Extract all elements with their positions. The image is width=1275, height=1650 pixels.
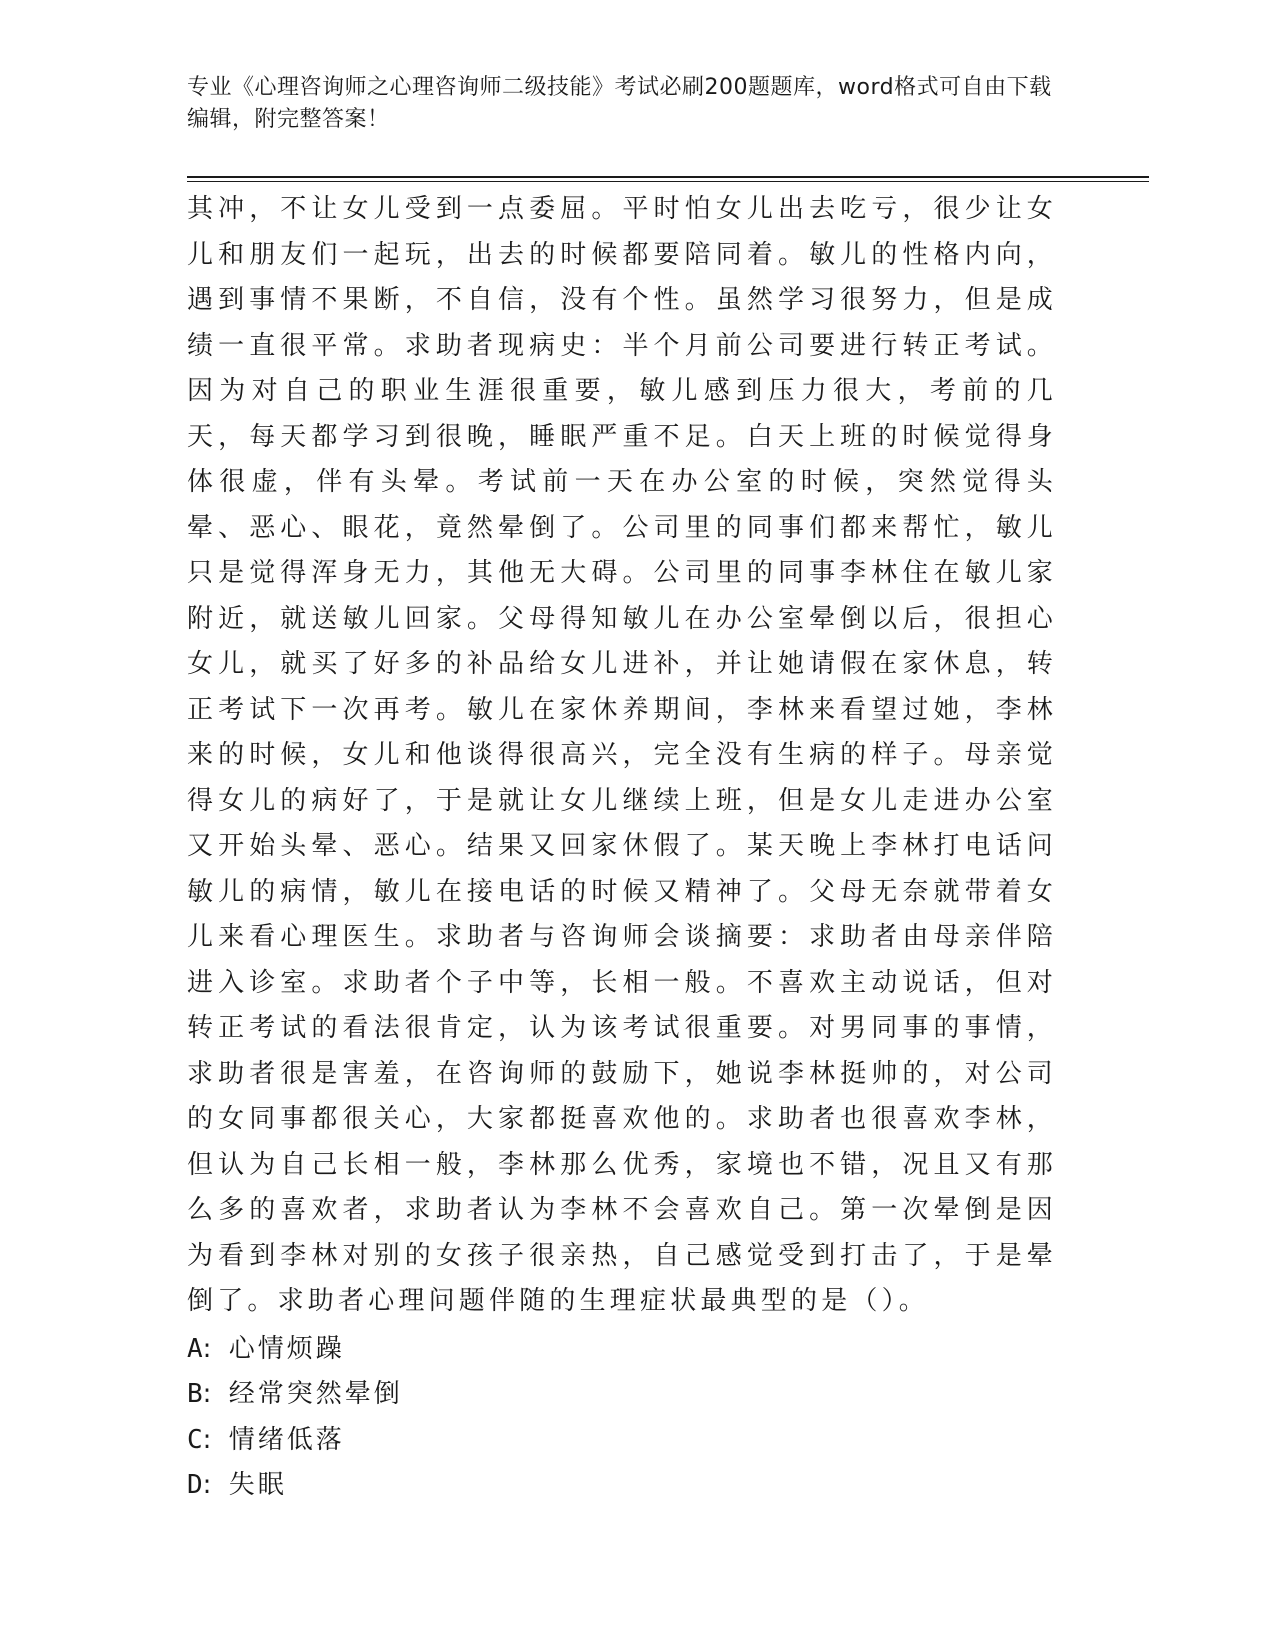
option-key: C	[187, 1424, 203, 1455]
option-b	[187, 1372, 1057, 1418]
header-text: 专业《心理咨询师之心理咨询师二级技能》考试必刷200题题库，word格式可自由下载编辑，附完整答案！	[187, 75, 1052, 132]
option-text: 心情烦躁	[228, 1333, 345, 1364]
option-key: B	[187, 1379, 203, 1409]
option-key: A	[187, 1333, 203, 1364]
option-separator: :	[202, 1470, 212, 1500]
option-separator: :	[202, 1379, 212, 1409]
option-separator: :	[202, 1424, 212, 1455]
page-header	[187, 72, 1067, 136]
option-text: 失眠	[228, 1470, 287, 1500]
header-divider-thick	[187, 176, 1149, 178]
option-key: D	[187, 1470, 203, 1500]
answer-options	[187, 1327, 1057, 1509]
header-divider-thin	[187, 181, 1149, 182]
option-a	[187, 1327, 1057, 1373]
option-c	[187, 1418, 1057, 1464]
option-d	[187, 1463, 1057, 1509]
question-content	[187, 187, 1057, 1509]
question-text: 其冲，不让女儿受到一点委屈。平时怕女儿出去吃亏，很少让女儿和朋友们一起玩，出去的时候都要陪同着。敏儿的性格内向，遇到事情不果断，不自信，没有个性。虽然学习很努力，但是成绩一直很平常。求助者现病史：半个月前公司要进行转正考试。因为对自己的职业生涯很重要，敏儿感到压力很大，考前的几天，每天都学习到很晚，睡眠严重不足。白天上班的时候觉得身体很虚，伴有头晕。考试前一天在办公室的时候，突然觉得头晕、恶心、眼花，竟然晕倒了。公司里的同事们都来帮忙，敏儿只是觉得浑身无力，其他无大碍。公司里的同事李林住在敏儿家附近，就送敏儿回家。父母得知敏儿在办公室晕倒以后，很担心女儿，就买了好多的补品给女儿进补，并让她请假在家休息，转正考试下一次再考。敏儿在家休养期间，李林来看望过她，李林来的时候，女儿和他谈得很高兴，完全没有生病的样子。母亲觉得女儿的病好了，于是就让女儿继续上班，但是女儿走进办公室又开始头晕、恶心。结果又回家休假了。某天晚上李林打电话问敏儿的病情，敏儿在接电话的时候又精神了。父母无奈就带着女儿来看心理医生。求助者与咨询师会谈摘要：求助者由母亲伴陪进入诊室。求助者个子中等，长相一般。不喜欢主动说话，但对转正考试的看法很肯定，认为该考试很重要。对男同事的事情，求助者很是害羞，在咨询师的鼓励下，她说李林挺帅的，对公司的女同事都很关心，大家都挺喜欢他的。求助者也很喜欢李林，但认为自己长相一般，李林那么优秀，家境也不错，况且又有那么多的喜欢者，求助者认为李林不会喜欢自己。第一次晕倒是因为看到李林对别的女孩子很亲热，自己感觉受到打击了，于是晕倒了。求助者心理问题伴随的生理症状最典型的是（）。	[187, 194, 1057, 1316]
option-separator: :	[202, 1333, 212, 1364]
option-text: 经常突然晕倒	[228, 1379, 403, 1409]
option-text: 情绪低落	[228, 1424, 345, 1455]
